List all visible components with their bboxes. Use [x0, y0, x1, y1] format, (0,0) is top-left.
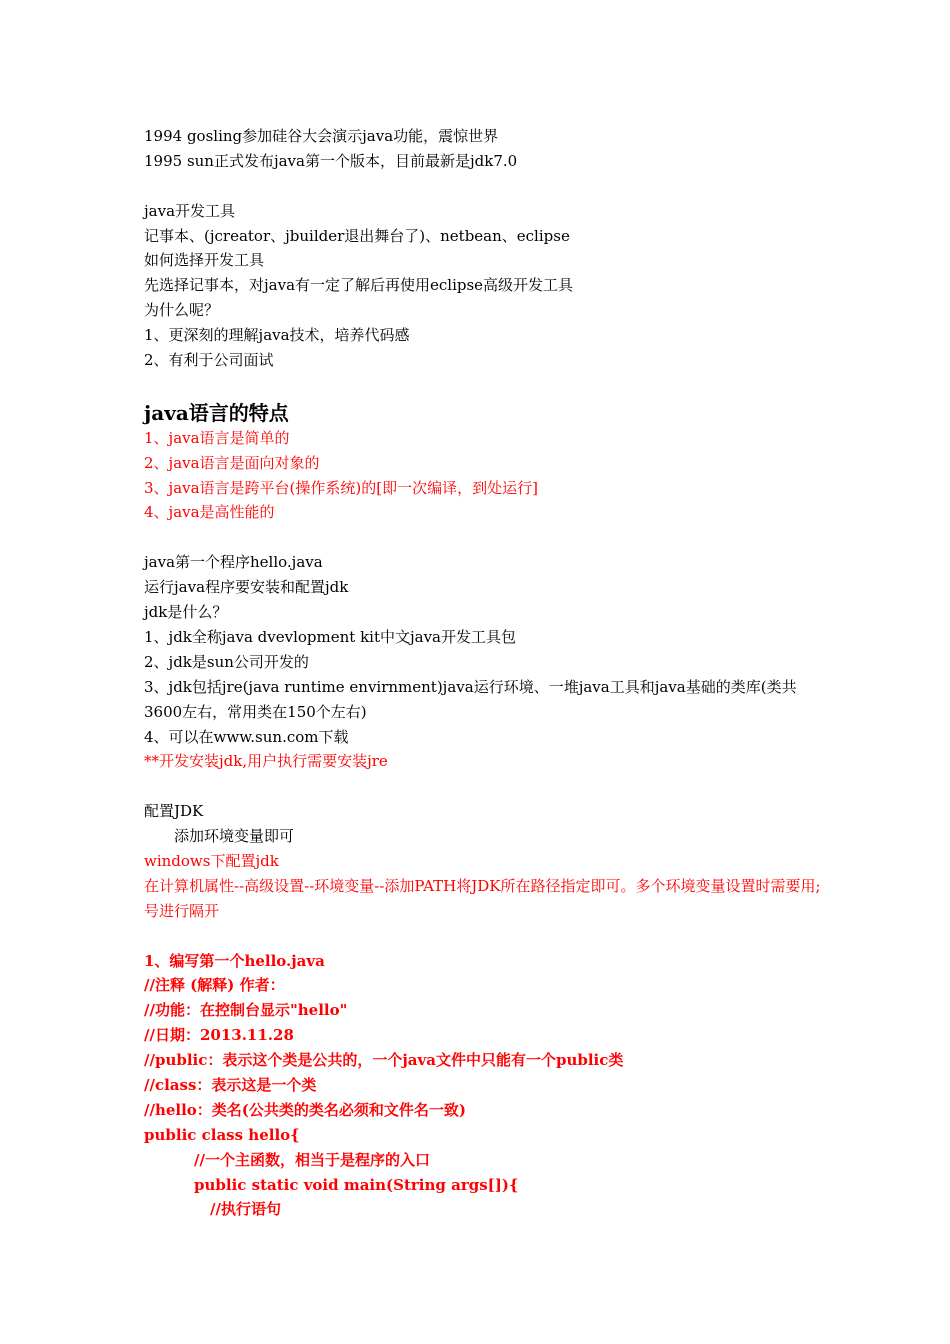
- jdk-point-3: 3、jdk包括jre(java runtime envirnment)java运行环境、一堆java工具和java基础的类库(类共3600左右，常用类在150个左右): [144, 677, 797, 721]
- config-sub: 添加环境变量即可: [174, 827, 295, 846]
- program-title: java第一个程序hello.java: [144, 553, 323, 572]
- spacer: [144, 924, 824, 949]
- program-requirement: 运行java程序要安装和配置jdk: [144, 578, 349, 597]
- code-comment: //class：表示这是一个类: [144, 1076, 317, 1095]
- code-comment: //hello：类名(公共类的类名必须和文件名一致): [144, 1100, 467, 1119]
- history-line-1995: 1995 sun正式发布java第一个版本，目前最新是jdk7.0: [144, 151, 518, 170]
- jdk-point-1: 1、jdk全称java dvevlopment kit中文java开发工具包: [144, 627, 517, 646]
- spacer: [144, 774, 824, 799]
- jdk-question: jdk是什么？: [144, 603, 228, 622]
- feature-item: 1、java语言是简单的: [144, 428, 290, 447]
- code-comment: //public：表示这个类是公共的，一个java文件中只能有一个public类: [144, 1051, 624, 1070]
- spacer: [144, 174, 824, 199]
- jdk-point-4: 4、可以在www.sun.com下载: [144, 727, 349, 746]
- config-title: 配置JDK: [144, 802, 204, 821]
- jdk-point-2: 2、jdk是sun公司开发的: [144, 652, 309, 671]
- code-comment: //一个主函数，相当于是程序的入口: [194, 1150, 430, 1169]
- feature-item: 2、java语言是面向对象的: [144, 453, 320, 472]
- code-class-decl: public class hello{: [144, 1125, 300, 1144]
- tools-reason-2: 2、有利于公司面试: [144, 351, 274, 370]
- feature-item: 3、java语言是跨平台(操作系统)的[即一次编译，到处运行]: [144, 478, 538, 497]
- history-line-1994: 1994 gosling参加硅谷大会演示java功能，震惊世界: [144, 127, 499, 145]
- tools-question: 如何选择开发工具: [144, 251, 265, 270]
- code-comment: //执行语句: [210, 1200, 281, 1219]
- tools-answer: 先选择记事本，对java有一定了解后再使用eclipse高级开发工具: [144, 276, 574, 295]
- tools-list: 记事本、(jcreator、jbuilder退出舞台了)、netbean、eclipse: [144, 226, 570, 245]
- spacer: [144, 525, 824, 550]
- code-comment: //日期：2013.11.28: [144, 1026, 294, 1045]
- feature-item: 4、java是高性能的: [144, 503, 275, 522]
- code-comment: //功能：在控制台显示"hello": [144, 1001, 348, 1020]
- features-heading: java语言的特点: [144, 400, 289, 425]
- document-body: [144, 124, 824, 1222]
- tools-reason-1: 1、更深刻的理解java技术，培养代码感: [144, 326, 410, 345]
- code-title: 1、编写第一个hello.java: [144, 951, 325, 970]
- spacer: [144, 373, 824, 398]
- tools-title: java开发工具: [144, 201, 236, 220]
- code-comment: //注释 (解释) 作者：: [144, 976, 285, 995]
- install-note: **开发安装jdk,用户执行需要安装jre: [144, 752, 388, 771]
- code-main-decl: public static void main(String args[]){: [194, 1175, 519, 1194]
- config-detail: 在计算机属性--高级设置--环境变量--添加PATH将JDK所在路径指定即可。多个环境变量设置时需要用;号进行隔开: [144, 876, 821, 920]
- tools-why: 为什么呢？: [144, 301, 220, 320]
- config-windows: windows下配置jdk: [144, 851, 279, 870]
